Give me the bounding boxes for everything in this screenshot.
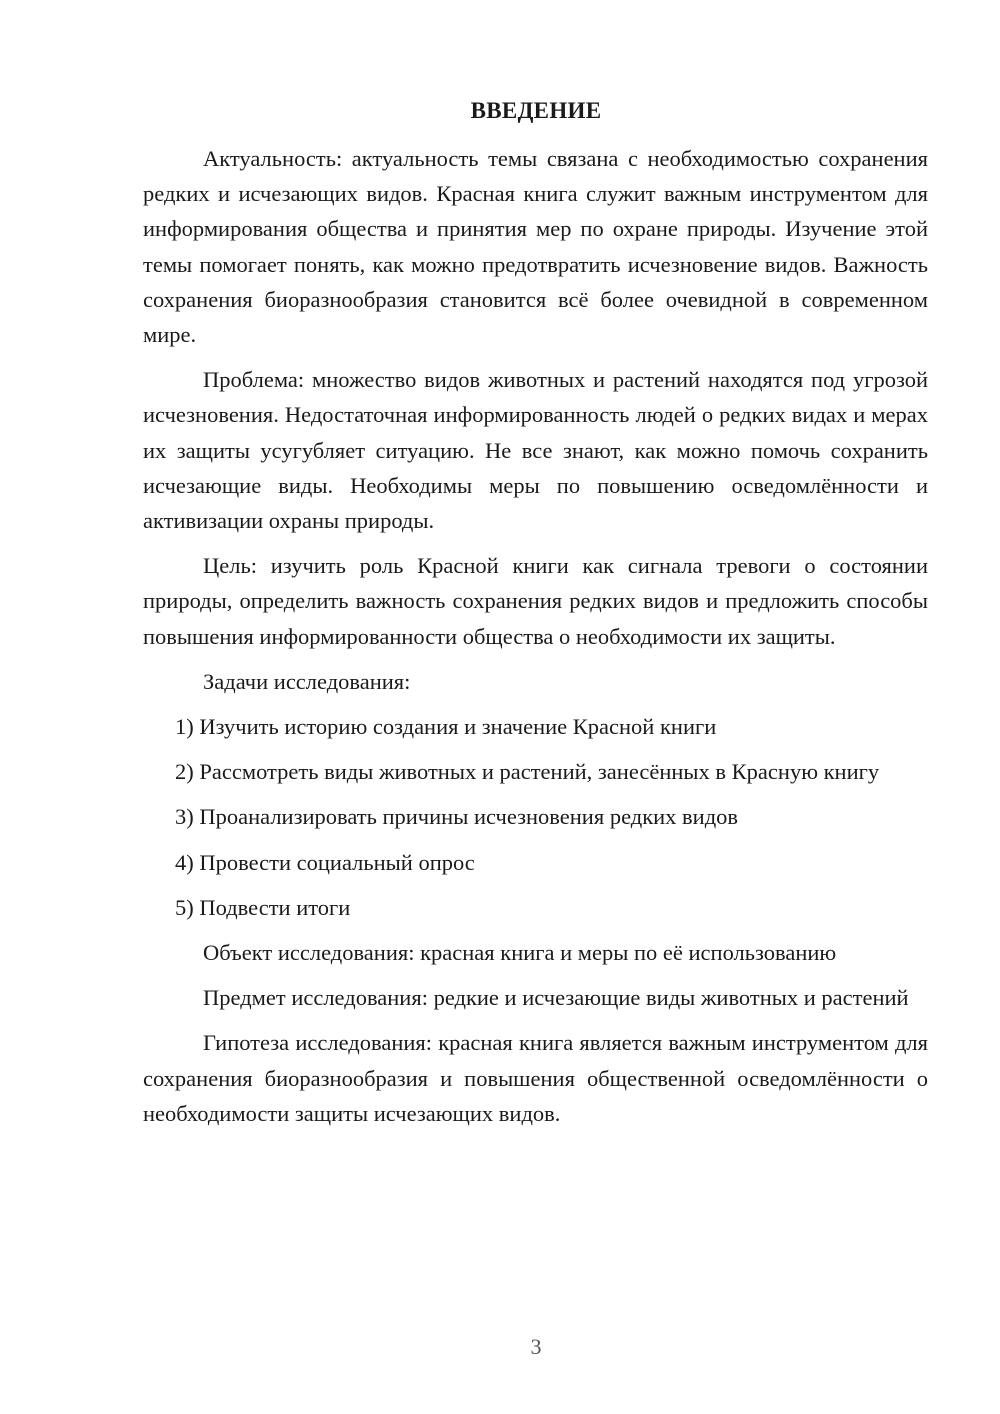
paragraph-relevance: Актуальность: актуальность темы связана с необходимостью сохранения редких и исчезающих видов. Красная книга служит важным инструментом для информирования общества и принятия мер по охране природы. Изучение этой темы помогает понять, как можно предотвратить исчезновение видов. Важность сохранения биоразнообразия становится всё более очевидной в современном мире.: [143, 146, 928, 348]
paragraph-subject: Предмет исследования: редкие и исчезающие виды животных и растений: [203, 985, 909, 1011]
list-item: 1) Изучить историю создания и значение Красной книги: [175, 714, 717, 740]
list-item: 3) Проанализировать причины исчезновения редких видов: [175, 804, 739, 830]
paragraph-goal: Цель: изучить роль Красной книги как сигнала тревоги о состоянии природы, определить важность сохранения редких видов и предложить способы повышения информированности общества о необходимости их защиты.: [143, 553, 928, 649]
section-title: ВВЕДЕНИЕ: [470, 98, 602, 123]
paragraph-hypothesis: Гипотеза исследования: красная книга является важным инструментом для сохранения биоразнообразия и повышения общественной осведомлённости о необходимости защиты исчезающих видов.: [143, 1030, 928, 1126]
list-item: 4) Провести социальный опрос: [175, 849, 475, 875]
paragraph-tasks-heading: Задачи исследования:: [203, 668, 411, 694]
paragraph-problem: Проблема: множество видов животных и растений находятся под угрозой исчезновения. Недостаточная информированность людей о редких видах и мерах их защиты усугубляет ситуацию. Не все знают, как можно помочь сохранить исчезающие виды. Необходимы меры по повышению осведомлённости и активизации охраны природы.: [143, 367, 928, 534]
tasks-list: [143, 709, 928, 925]
page-number: 3: [530, 1334, 542, 1359]
list-item: 2) Рассмотреть виды животных и растений, занесённых в Красную книгу: [175, 759, 880, 785]
list-item: 5) Подвести итоги: [175, 894, 351, 920]
paragraph-object: Объект исследования: красная книга и меры по её использованию: [203, 940, 837, 966]
document-body: [143, 141, 928, 1131]
